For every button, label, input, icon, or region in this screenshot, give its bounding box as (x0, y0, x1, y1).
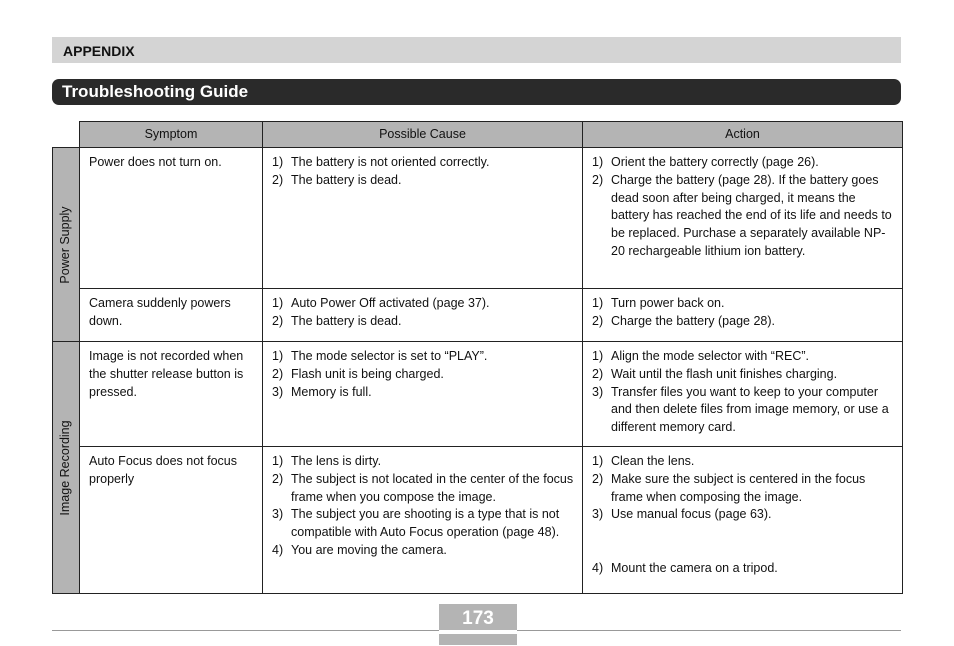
list-item: 1) Orient the battery correctly (page 26). (592, 155, 819, 169)
section-header: APPENDIX (52, 37, 901, 63)
table-row (53, 342, 903, 447)
list-item: 1) Align the mode selector with “REC”. (592, 349, 809, 363)
list-item: 3) The subject you are shooting is a type that is not compatible with Auto Focus operation (page 48). (272, 507, 560, 540)
list-item: 2) Charge the battery (page 28). If the battery goes dead soon after being charged, it means the battery has reached the end of its life and needs to be replaced. Purchase a separately available NP-20 rechargeable lithium ion battery. (592, 172, 892, 258)
list-item: 3) Transfer files you want to keep to your computer and then delete files from image memory, or use a different memory card. (592, 384, 889, 435)
list-item: 4) You are moving the camera. (272, 542, 447, 557)
list-item: 3) Use manual focus (page 63). (592, 507, 772, 522)
list-item: 1) The mode selector is set to “PLAY”. (272, 349, 488, 363)
table-row (53, 148, 903, 289)
symptom-cell: Image is not recorded when the shutter release button is pressed. (80, 342, 263, 447)
category-power-supply (53, 148, 80, 342)
list-item: 2) Flash unit is being charged. (272, 366, 444, 381)
page-number: 173 (439, 604, 517, 645)
action-cell (583, 342, 903, 447)
cause-cell (263, 148, 583, 289)
column-header-action: Action (583, 122, 903, 148)
header-blank-cell (53, 122, 80, 148)
action-cell (583, 148, 903, 289)
list-item: 2) The battery is dead. (272, 172, 402, 187)
list-item: 2) The subject is not located in the center of the focus frame when you compose the image. (272, 471, 574, 504)
list-item: 2) Make sure the subject is centered in the focus frame when composing the image. (592, 471, 866, 504)
list-item: 4) Mount the camera on a tripod. (592, 560, 778, 575)
list-item: 1) Auto Power Off activated (page 37). (272, 296, 490, 310)
column-header-symptom: Symptom (80, 122, 263, 148)
list-item: 2) The battery is dead. (272, 313, 402, 328)
action-cell (583, 289, 903, 342)
list-item: 3) Memory is full. (272, 384, 372, 399)
category-image-recording (53, 342, 80, 594)
symptom-cell: Power does not turn on. (80, 148, 263, 289)
symptom-cell: Auto Focus does not focus properly (80, 447, 263, 594)
symptom-cell: Camera suddenly powers down. (80, 289, 263, 342)
table-row (53, 447, 903, 594)
cause-cell (263, 447, 583, 594)
list-item: 2) Charge the battery (page 28). (592, 313, 775, 328)
list-item: 2) Wait until the flash unit finishes charging. (592, 366, 838, 381)
category-label: Image Recording (58, 419, 73, 516)
cause-cell (263, 342, 583, 447)
table-row (53, 289, 903, 342)
list-item: 1) The battery is not oriented correctly. (272, 155, 490, 169)
category-label: Power Supply (58, 205, 73, 284)
action-cell (583, 447, 903, 594)
column-header-cause: Possible Cause (263, 122, 583, 148)
page-title: Troubleshooting Guide (52, 79, 901, 105)
list-item: 1) Turn power back on. (592, 296, 725, 310)
troubleshooting-table (52, 121, 903, 594)
cause-cell (263, 289, 583, 342)
table-header-row (53, 122, 903, 148)
list-item: 1) The lens is dirty. (272, 454, 382, 468)
spacer (592, 524, 894, 560)
list-item: 1) Clean the lens. (592, 454, 695, 468)
